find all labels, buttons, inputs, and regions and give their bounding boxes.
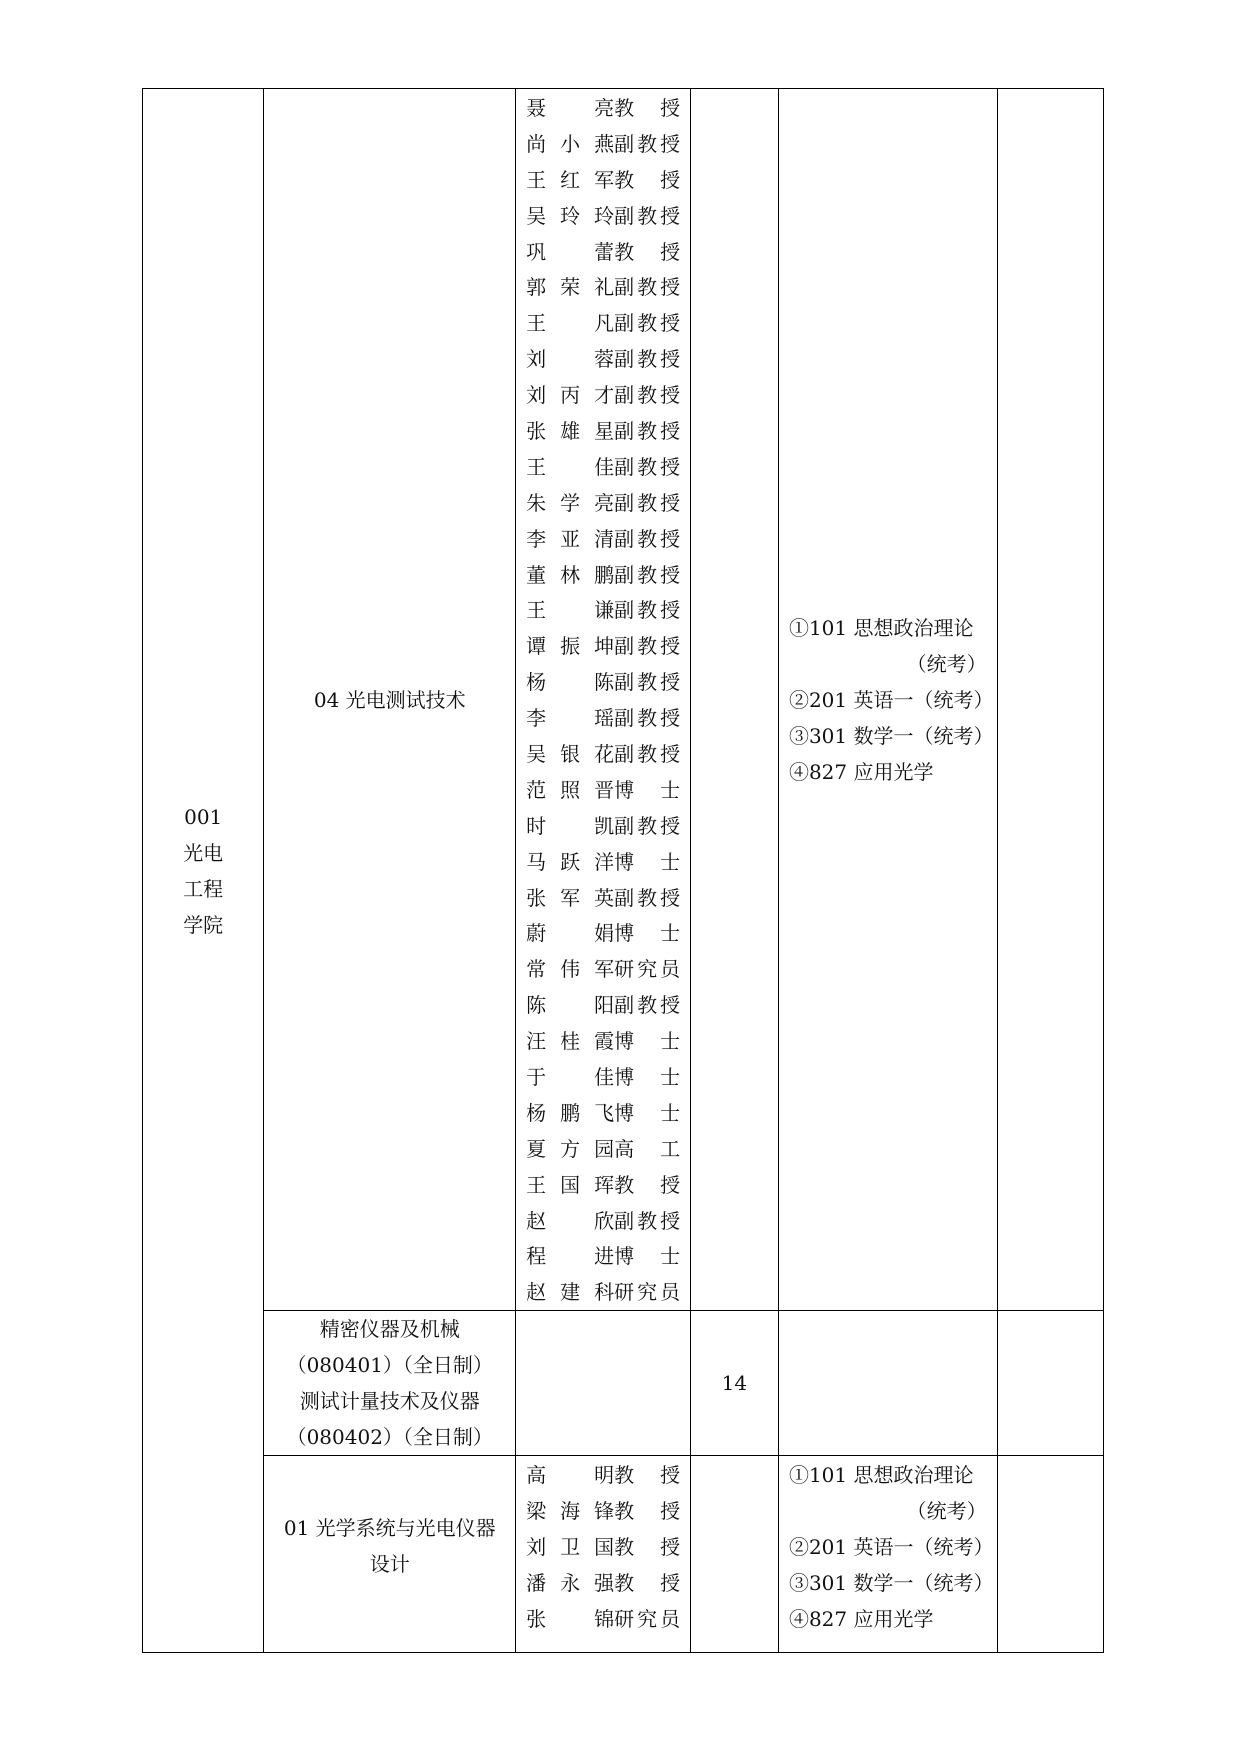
advisor-item: [516, 90, 690, 126]
advisor-title: 副 教 授: [614, 634, 681, 659]
college-cell: [143, 89, 264, 1653]
direction-name-line: 设计: [369, 1552, 410, 1577]
advisor-item: [516, 413, 690, 449]
advisor-item: [516, 485, 690, 521]
advisor-name: 杨 陈: [526, 670, 615, 695]
advisor-title: 副 教 授: [614, 562, 681, 587]
major-line: 精密仪器及机械: [319, 1317, 460, 1342]
advisor-name: 时 凯: [526, 813, 615, 838]
advisor-name: 王 国 珲: [526, 1172, 615, 1197]
advisor-item: [516, 1493, 690, 1529]
advisor-name: 张 雄 星: [526, 418, 615, 443]
advisor-name: 朱 学 亮: [526, 490, 615, 515]
advisor-name: 吴 玲 玲: [526, 203, 615, 228]
college-code: 001: [184, 804, 223, 829]
advisor-title: 博 士: [614, 921, 681, 946]
advisor-name: 程 进: [526, 1244, 615, 1269]
advisor-item: [516, 987, 690, 1023]
advisor-name: 蔚 娟: [526, 921, 615, 946]
advisor-title: 副 教 授: [614, 706, 681, 731]
advisor-title: 博 士: [614, 849, 681, 874]
advisor-title: 副 教 授: [614, 526, 681, 551]
advisor-name: 杨 鹏 飞: [526, 1100, 615, 1125]
advisor-item: [516, 341, 690, 377]
advisor-title: 博 士: [614, 1029, 681, 1054]
advisor-name: 刘 蓉: [526, 347, 615, 372]
advisor-title: 副 教 授: [614, 885, 681, 910]
exam-line: ③301 数学一（统考）: [788, 1571, 994, 1596]
advisor-title: 教 授: [614, 1463, 681, 1488]
enrollment-table: [142, 88, 1104, 1653]
advisor-name: 张 锦: [526, 1606, 615, 1631]
advisor-name: 吴 银 花: [526, 741, 615, 766]
advisor-item: [516, 234, 690, 270]
advisor-name: 赵 欣: [526, 1208, 615, 1233]
advisor-title: 副 教 授: [614, 131, 681, 156]
advisor-title: 副 教 授: [614, 490, 681, 515]
advisor-item: [516, 700, 690, 736]
advisor-name: 刘 卫 国: [526, 1535, 615, 1560]
advisor-title: 研 究 员: [614, 957, 681, 982]
advisor-item: [516, 1239, 690, 1275]
table-row: [143, 1311, 1104, 1456]
exam-line: ③301 数学一（统考）: [788, 723, 994, 748]
advisor-name: 董 林 鹏: [526, 562, 615, 587]
advisor-name: 王 凡: [526, 311, 615, 336]
college-name-line: 工程: [183, 876, 224, 901]
major-line: （080401）（全日制）: [286, 1353, 493, 1378]
advisor-name: 范 照 晋: [526, 777, 615, 802]
advisor-title: 教 授: [614, 1172, 681, 1197]
advisor-item: [516, 1203, 690, 1239]
advisor-name: 汪 桂 霞: [526, 1029, 615, 1054]
advisor-title: 教 授: [614, 239, 681, 264]
advisor-name: 聂 亮: [526, 95, 615, 120]
advisor-name: 夏 方 园: [526, 1136, 615, 1161]
advisor-name: 巩 蕾: [526, 239, 615, 264]
advisor-title: 教 授: [614, 1535, 681, 1560]
college-name-line: 学院: [183, 912, 224, 937]
exam-subjects: [778, 1311, 997, 1456]
advisor-title: 副 教 授: [614, 203, 681, 228]
advisor-name: 马 跃 洋: [526, 849, 615, 874]
advisor-title: 教 授: [614, 95, 681, 120]
advisor-item: [516, 1095, 690, 1131]
advisor-name: 陈 阳: [526, 993, 615, 1018]
advisor-title: 博 士: [614, 1244, 681, 1269]
remarks-cell: [997, 1311, 1103, 1456]
advisor-name: 尚 小 燕: [526, 131, 615, 156]
exam-subjects: [778, 89, 997, 1311]
exam-line: ④827 应用光学: [788, 759, 934, 784]
advisor-name: 刘 丙 才: [526, 383, 615, 408]
advisor-title: 教 授: [614, 1570, 681, 1595]
advisor-title: 研 究 员: [614, 1280, 681, 1305]
advisor-item: [516, 557, 690, 593]
exam-line: ①101 思想政治理论: [788, 1463, 974, 1488]
advisor-list: [516, 1311, 691, 1456]
advisor-name: 王 谦: [526, 598, 615, 623]
advisor-name: 常 伟 军: [526, 957, 615, 982]
advisor-item: [516, 1274, 690, 1310]
advisor-item: [516, 736, 690, 772]
advisor-title: 副 教 授: [614, 418, 681, 443]
advisor-name: 赵 建 科: [526, 1280, 615, 1305]
advisor-title: 副 教 授: [614, 383, 681, 408]
advisor-name: 高 明: [526, 1463, 615, 1488]
advisor-title: 副 教 授: [614, 993, 681, 1018]
advisor-title: 副 教 授: [614, 275, 681, 300]
advisor-title: 高 工: [614, 1136, 681, 1161]
exam-subjects: [778, 1456, 997, 1653]
advisor-item: [516, 1023, 690, 1059]
advisor-item: [516, 1457, 690, 1493]
advisor-item: [516, 592, 690, 628]
advisor-item: [516, 808, 690, 844]
advisor-item: [516, 1059, 690, 1095]
advisor-name: 王 佳: [526, 454, 615, 479]
direction-name: 04 光电测试技术: [264, 89, 516, 1311]
advisor-title: 博 士: [614, 1065, 681, 1089]
advisor-title: 副 教 授: [614, 347, 681, 372]
advisor-item: [516, 772, 690, 808]
advisor-name: 王 红 军: [526, 167, 615, 192]
advisor-item: [516, 162, 690, 198]
advisor-item: [516, 844, 690, 880]
advisor-item: [516, 1131, 690, 1167]
advisor-item: [516, 628, 690, 664]
advisor-item: [516, 880, 690, 916]
direction-name-line: 01 光学系统与光电仪器: [283, 1516, 496, 1541]
major-line: 测试计量技术及仪器: [299, 1389, 480, 1414]
major-name: [264, 1311, 516, 1456]
exam-line: （统考）: [906, 651, 987, 676]
advisor-item: [516, 1565, 690, 1601]
direction-name: [264, 1456, 516, 1653]
advisor-list: [516, 89, 691, 1311]
exam-line: ①101 思想政治理论: [788, 615, 974, 640]
advisor-title: 博 士: [614, 777, 681, 802]
advisor-item: [516, 449, 690, 485]
table-row: [143, 1456, 1104, 1653]
advisor-item: [516, 377, 690, 413]
exam-line: （统考）: [906, 1499, 987, 1524]
advisor-name: 郭 荣 礼: [526, 275, 615, 300]
advisor-list: [516, 1456, 691, 1653]
advisor-item: [516, 1601, 690, 1637]
advisor-item: [516, 1167, 690, 1203]
college-name-line: 光电: [183, 840, 224, 865]
advisor-item: [516, 126, 690, 162]
advisor-item: [516, 305, 690, 341]
advisor-name: 张 军 英: [526, 885, 615, 910]
advisor-title: 副 教 授: [614, 598, 681, 623]
advisor-item: [516, 198, 690, 234]
advisor-name: 李 亚 清: [526, 526, 615, 551]
advisor-name: 谭 振 坤: [526, 634, 615, 659]
exam-line: ②201 英语一（统考）: [788, 1535, 994, 1560]
advisor-item: [516, 1529, 690, 1565]
advisor-item: [516, 269, 690, 305]
advisor-item: [516, 915, 690, 951]
advisor-title: 副 教 授: [614, 1208, 681, 1233]
advisor-name: 于 佳: [526, 1065, 615, 1089]
advisor-title: 副 教 授: [614, 741, 681, 766]
major-line: （080402）（全日制）: [286, 1425, 493, 1450]
advisor-title: 副 教 授: [614, 454, 681, 479]
advisor-item: [516, 951, 690, 987]
advisor-title: 博 士: [614, 1100, 681, 1125]
advisor-title: 副 教 授: [614, 813, 681, 838]
advisor-name: 潘 永 强: [526, 1570, 615, 1595]
exam-line: ②201 英语一（统考）: [788, 687, 994, 712]
quota-cell: [690, 89, 778, 1311]
advisor-title: 教 授: [614, 167, 681, 192]
table-row: [143, 89, 1104, 1311]
quota-cell: [690, 1456, 778, 1653]
quota-value: 14: [690, 1311, 778, 1456]
remarks-cell: [997, 89, 1103, 1311]
exam-line: ④827 应用光学: [788, 1607, 934, 1632]
remarks-cell: [997, 1456, 1103, 1653]
advisor-name: 梁 海 锋: [526, 1499, 615, 1524]
advisor-title: 副 教 授: [614, 311, 681, 336]
advisor-name: 李 瑶: [526, 706, 615, 731]
advisor-title: 教 授: [614, 1499, 681, 1524]
advisor-item: [516, 521, 690, 557]
advisor-item: [516, 664, 690, 700]
advisor-title: 副 教 授: [614, 670, 681, 695]
advisor-title: 研 究 员: [614, 1606, 681, 1631]
